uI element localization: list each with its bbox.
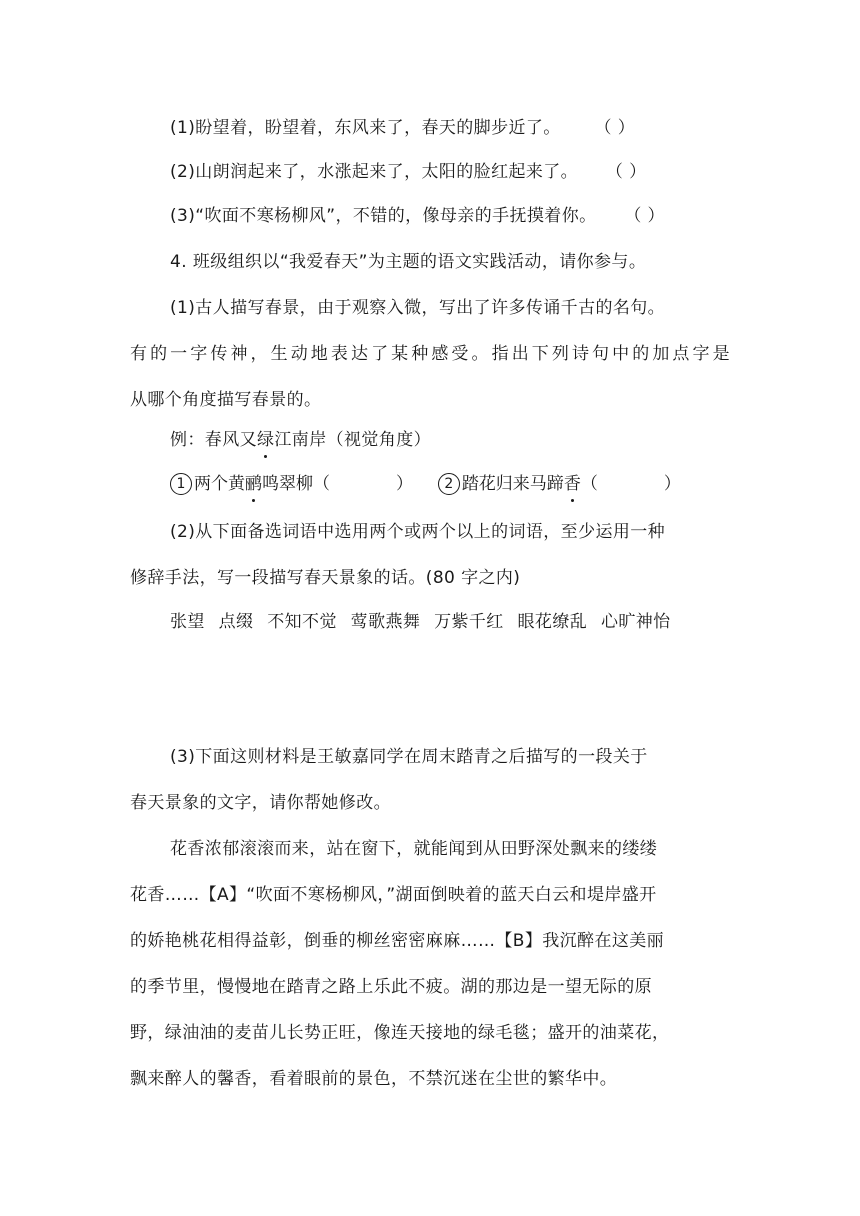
word-bank-item: 张望 xyxy=(170,612,205,632)
q4-part2-line2: 修辞手法，写一段描写春天景象的话。(80 字之内) xyxy=(130,568,521,588)
option-2-close: ） xyxy=(663,474,681,494)
option-2-pre: 踏花归来马蹄 xyxy=(461,474,564,494)
q4-title: 4. 班级组织以“我爱春天”为主题的语文实践活动，请你参与。 xyxy=(170,252,647,272)
word-bank-item: 莺歌燕舞 xyxy=(350,612,421,632)
passage-line-1: 花香浓郁滚滚而来，站在窗下，就能闻到从田野深处飘来的缕缕 xyxy=(170,839,658,859)
word-bank-item: 眼花缭乱 xyxy=(517,612,588,632)
q4-part3-line2: 春天景象的文字，请你帮她修改。 xyxy=(130,793,391,813)
q4-part1-line3: 从哪个角度描写春景的。 xyxy=(130,390,322,410)
q3-item-1-blank[interactable]: （ ） xyxy=(594,118,636,138)
passage-line-4: 的季节里，慢慢地在踏青之路上乐此不疲。湖的那边是一望无际的原 xyxy=(130,977,652,997)
q3-item-3-blank[interactable]: （ ） xyxy=(624,206,665,226)
word-bank-item: 心旷神怡 xyxy=(600,612,671,632)
q3-item-2 xyxy=(170,160,770,184)
option-1-number: 1 xyxy=(170,473,192,495)
word-bank-item: 万紫千红 xyxy=(434,612,504,632)
q4-part3-line1: (3)下面这则材料是王敏嘉同学在周末踏青之后描写的一段关于 xyxy=(170,747,648,767)
option-1-pre: 两个黄 xyxy=(194,474,245,494)
q4-part1-line1: (1)古人描写春景，由于观察入微，写出了许多传诵千古的名句。 xyxy=(170,298,666,318)
passage-line-3: 的娇艳桃花相得益彰，倒垂的柳丝密密麻麻……【B】我沉醉在这美丽 xyxy=(130,931,665,951)
q3-item-3-text: (3)“吹面不寒杨柳风”，不错的，像母亲的手抚摸着你。 xyxy=(170,206,597,226)
passage-line-2: 花香……【A】“吹面不寒杨柳风，”湖面倒映着的蓝天白云和堤岸盛开 xyxy=(130,885,657,905)
word-bank-item: 不知不觉 xyxy=(267,612,337,632)
q3-item-2-blank[interactable]: （ ） xyxy=(605,162,647,182)
option-2-post: （ xyxy=(580,474,598,494)
example-suffix: 江南岸（视觉角度） xyxy=(274,430,432,450)
q3-item-3 xyxy=(170,204,770,228)
q3-item-1 xyxy=(170,116,770,140)
passage-line-6: 飘来醉人的馨香，看着眼前的景色，不禁沉迷在尘世的繁华中。 xyxy=(130,1069,618,1089)
word-bank-item: 点缀 xyxy=(218,612,254,632)
option-1-close: ） xyxy=(396,474,413,494)
option-2-number: 2 xyxy=(438,473,460,495)
q4-part1-line2: 有的一字传神，生动地表达了某种感受。指出下列诗句中的加点字是 xyxy=(130,344,730,364)
option-1-dotted-char: 鹂 xyxy=(245,474,262,494)
example-dotted-char: 绿 xyxy=(257,430,275,450)
q4-part1-options xyxy=(170,472,730,496)
example-prefix: 例：春风又 xyxy=(170,430,257,450)
q4-part2-line1: (2)从下面备选词语中选用两个或两个以上的词语，至少运用一种 xyxy=(170,522,666,542)
q3-item-2-text: (2)山朗润起来了，水涨起来了，太阳的脸红起来了。 xyxy=(170,162,579,182)
q4-part1-example xyxy=(170,428,770,452)
option-1-post: 鸣翠柳（ xyxy=(262,474,330,494)
option-2-dotted-char: 香 xyxy=(563,474,581,494)
word-bank xyxy=(170,610,770,634)
q3-item-1-text: (1)盼望着，盼望着，东风来了，春天的脚步近了。 xyxy=(170,118,561,138)
passage-line-5: 野，绿油油的麦苗儿长势正旺，像连天接地的绿毛毯；盛开的油菜花， xyxy=(130,1023,670,1043)
